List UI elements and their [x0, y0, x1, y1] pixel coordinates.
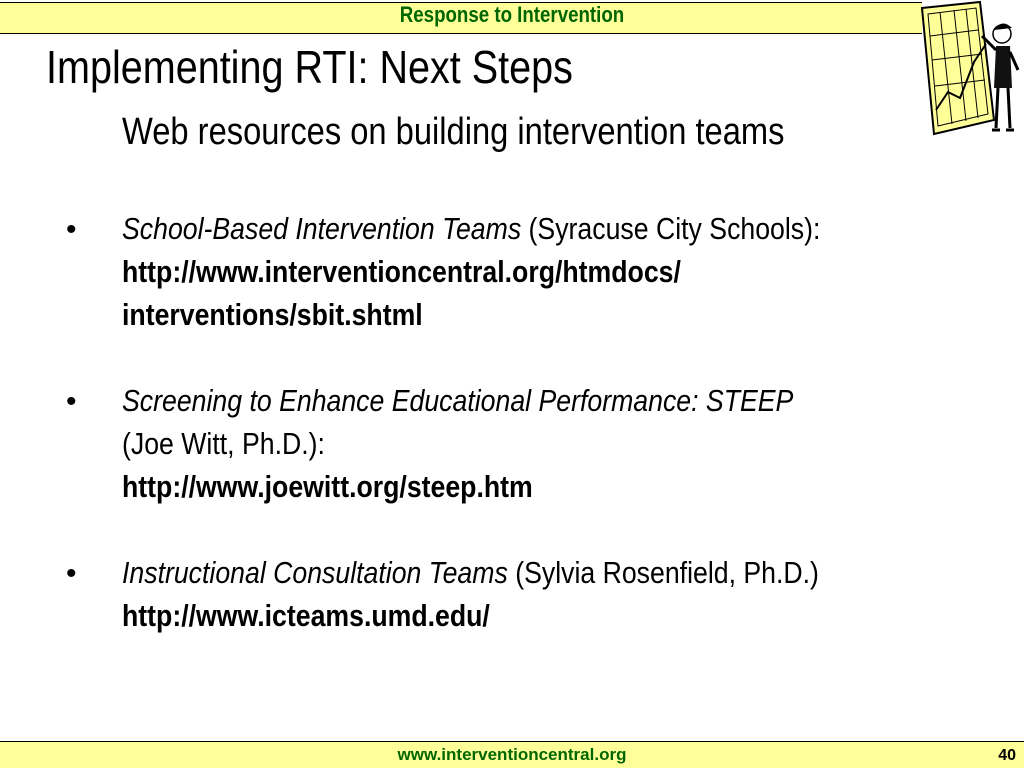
resource-title: School-Based Intervention Teams	[122, 211, 522, 246]
teacher-at-chart-icon	[916, 0, 1024, 150]
slide-title: Implementing RTI: Next Steps	[46, 41, 573, 93]
resource-source: (Joe Witt, Ph.D.):	[122, 426, 325, 461]
page-number: 40	[998, 747, 1016, 764]
list-item	[122, 551, 819, 637]
resource-link[interactable]: http://www.icteams.umd.edu/	[122, 598, 490, 633]
bullet-marker: •	[66, 213, 77, 246]
resource-title: Screening to Enhance Educational Performance: STEEP	[122, 383, 794, 418]
bullet-marker: •	[66, 385, 77, 418]
resource-source: (Sylvia Rosenfield, Ph.D.)	[507, 555, 819, 590]
resource-link-continued[interactable]: interventions/sbit.shtml	[122, 297, 423, 332]
list-item	[122, 379, 793, 508]
footer-url[interactable]: www.interventioncentral.org	[397, 745, 627, 764]
slide-subtitle: Web resources on building intervention teams	[122, 111, 785, 153]
resource-link[interactable]: http://www.joewitt.org/steep.htm	[122, 469, 533, 504]
header-title: Response to Intervention	[399, 2, 625, 27]
footer-band	[0, 741, 1024, 768]
list-item	[122, 207, 820, 336]
resource-title: Instructional Consultation Teams	[122, 555, 508, 590]
resource-link[interactable]: http://www.interventioncentral.org/htmdocs/	[122, 254, 681, 289]
bullet-marker: •	[66, 557, 77, 590]
resource-source: (Syracuse City Schools):	[521, 211, 821, 246]
